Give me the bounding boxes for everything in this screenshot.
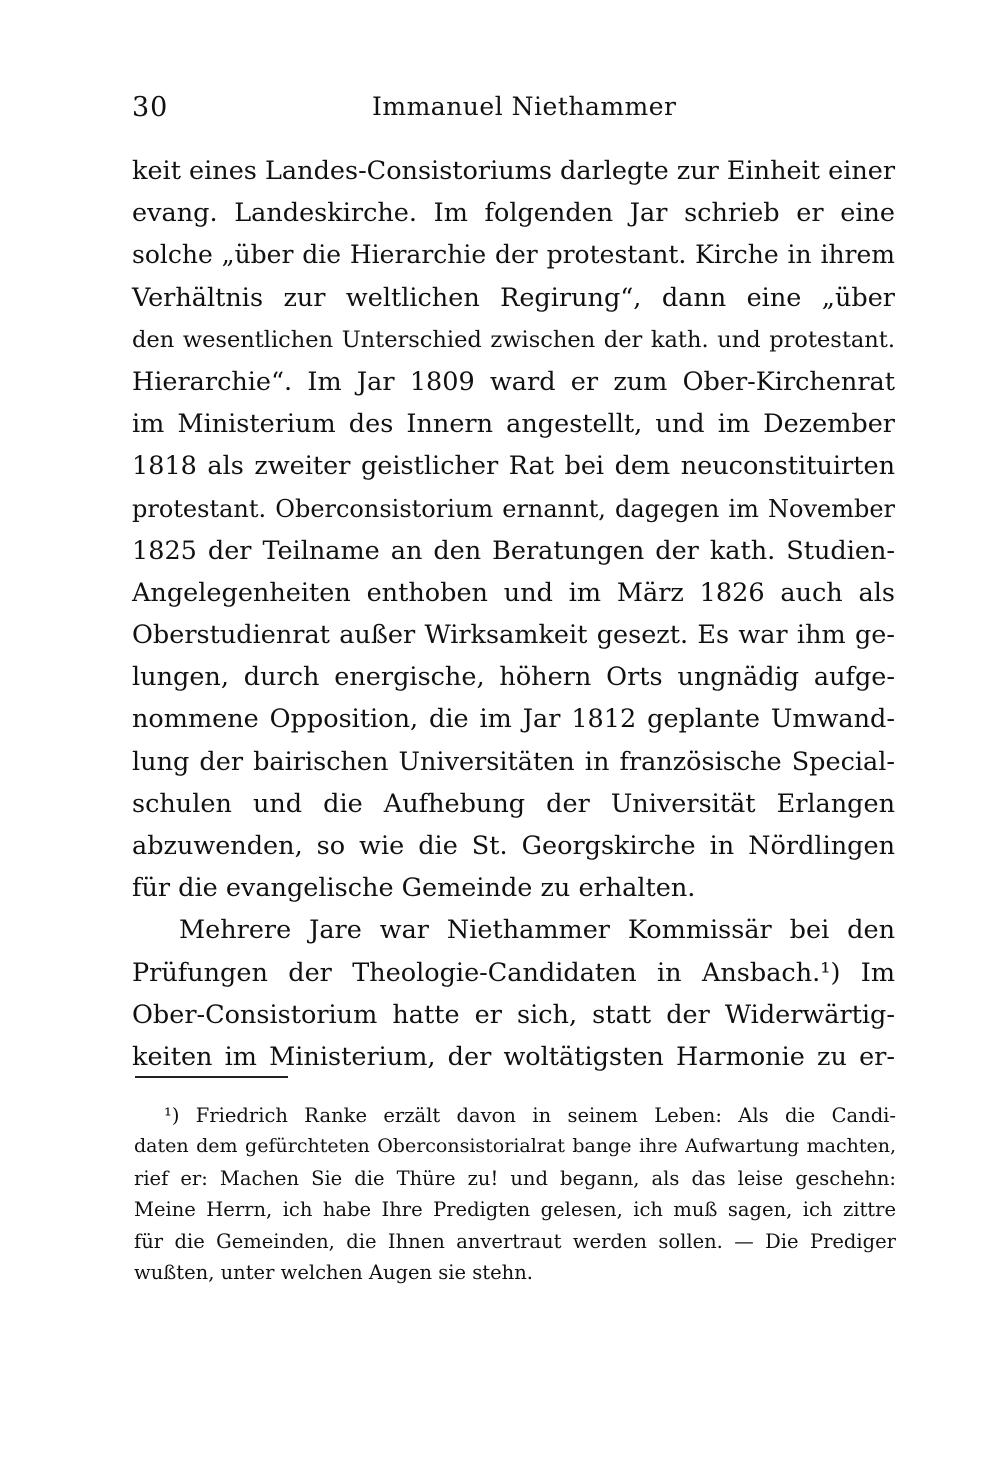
paragraph-first-line: Mehrere Jare war Niethammer Kommissär bei den [179, 915, 895, 946]
text-line: lungen, durch energische, höhern Orts ungnädig aufge- [132, 662, 895, 693]
footnote-line: für die Gemeinden, die Ihnen anvertraut werden sollen. — Die Prediger [134, 1229, 896, 1253]
text-line: Hierarchie“. Im Jar 1809 ward er zum Ober-Kirchenrat [132, 366, 895, 397]
body-text [132, 150, 895, 1078]
text-line: nommene Opposition, die im Jar 1812 geplante Umwand- [132, 704, 895, 735]
footnote [134, 1100, 896, 1288]
text-line: den wesentlichen Unterschied zwischen der kath. und protestant. [132, 326, 895, 353]
text-line: Oberstudienrat außer Wirksamkeit gesezt. Es war ihm ge- [132, 620, 895, 651]
text-line: keiten im Ministerium, der woltätigsten Harmonie zu er- [132, 1041, 895, 1072]
page-number: 30 [132, 92, 169, 123]
text-line: abzuwenden, so wie die St. Georgskirche in Nördlingen [132, 831, 895, 861]
page-header [132, 92, 892, 128]
text-line: evang. Landeskirche. Im folgenden Jar schrieb er eine [132, 198, 895, 229]
footnote-divider [135, 1076, 288, 1078]
text-line: lung der bairischen Universitäten in französische Special- [132, 746, 895, 777]
text-line: solche „über die Hierarchie der protestant. Kirche in ihrem [132, 240, 895, 270]
text-line: Angelegenheiten enthoben und im März 1826 auch als [132, 577, 895, 608]
text-line: protestant. Oberconsistorium ernannt, dagegen im November [132, 494, 895, 523]
text-line: im Ministerium des Innern angestellt, und im Dezember [132, 409, 895, 440]
footnote-line: daten dem gefürchteten Oberconsistorialrat bange ihre Aufwartung machten, [134, 1135, 896, 1158]
footnote-line: ¹) Friedrich Ranke erzält davon in seinem Leben: Als die Candi- [164, 1104, 896, 1127]
text-line: 1818 als zweiter geistlicher Rat bei dem neuconstituirten [132, 451, 895, 482]
footnote-line: Meine Herrn, ich habe Ihre Predigten gelesen, ich muß sagen, ich zittre [134, 1198, 896, 1222]
text-line: Verhältnis zur weltlichen Regirung“, dann eine „über [132, 282, 895, 313]
text-line: für die evangelische Gemeinde zu erhalten. [132, 873, 696, 904]
running-head: Immanuel Niethammer [372, 92, 677, 121]
text-line: keit eines Landes-Consistoriums darlegte zur Einheit einer [132, 156, 896, 186]
text-line: Ober-Consistorium hatte er sich, statt der Widerwärtig- [132, 999, 895, 1030]
text-line: 1825 der Teilname an den Beratungen der kath. Studien- [132, 535, 895, 566]
text-line: schulen und die Aufhebung der Universität Erlangen [132, 788, 895, 819]
footnote-line: rief er: Machen Sie die Thüre zu! und begann, als das leise geschehn: [134, 1166, 896, 1190]
footnote-line: wußten, unter welchen Augen sie stehn. [134, 1260, 533, 1284]
text-line: Prüfungen der Theologie-Candidaten in Ansbach.¹) Im [132, 957, 895, 988]
